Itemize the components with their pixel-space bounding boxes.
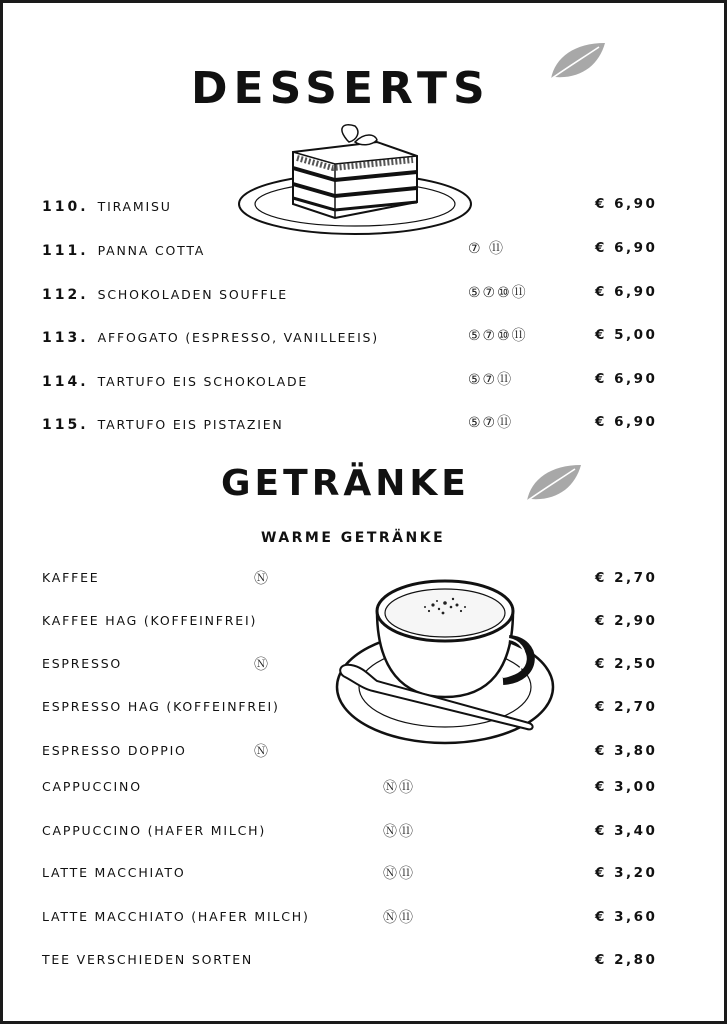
item-price: € 6,90 xyxy=(595,371,658,387)
item-price: € 3,80 xyxy=(595,743,658,759)
item-price: € 6,90 xyxy=(595,196,658,212)
item-number: 112. xyxy=(42,287,89,303)
coffee-cup-illustration xyxy=(333,569,559,747)
desserts-heading: DESSERTS xyxy=(191,63,491,114)
allergen-codes: Ⓝ⑪ xyxy=(383,910,415,926)
drink-name: ESPRESSO HAG (KOFFEINFREI) xyxy=(42,699,280,714)
item-name: TARTUFO EIS PISTAZIEN xyxy=(97,417,284,432)
item-number: 110. xyxy=(42,199,89,215)
item-price: € 6,90 xyxy=(595,414,658,430)
allergen-codes: ⑤⑦⑩⑪ xyxy=(468,328,528,344)
item-price: € 2,70 xyxy=(595,699,658,715)
item-name: AFFOGATO (ESPRESSO, VANILLEEIS) xyxy=(97,330,379,345)
item-price: € 3,20 xyxy=(595,865,658,881)
allergen-codes: ⑤⑦⑪ xyxy=(468,372,514,388)
allergen-codes: Ⓝ⑪ xyxy=(383,780,415,796)
getraenke-heading: GETRÄNKE xyxy=(221,463,470,504)
item-price: € 3,40 xyxy=(595,823,658,839)
item-number: 113. xyxy=(42,330,89,346)
drink-name: CAPPUCCINO xyxy=(42,779,142,794)
drink-name: TEE VERSCHIEDEN SORTEN xyxy=(42,952,254,967)
allergen-codes: ⑦ ⑪ xyxy=(468,241,506,257)
allergen-codes: Ⓝ xyxy=(254,571,270,587)
cake-slice-illustration xyxy=(237,118,473,238)
drink-name: CAPPUCCINO (HAFER MILCH) xyxy=(42,823,267,838)
drink-name: ESPRESSO DOPPIO xyxy=(42,743,187,758)
leaf-icon xyxy=(547,39,609,83)
menu-item xyxy=(42,414,284,433)
allergen-codes: Ⓝ⑪ xyxy=(383,866,415,882)
section-subtitle: WARME GETRÄNKE xyxy=(261,530,446,546)
item-price: € 3,60 xyxy=(595,909,658,925)
item-number: 111. xyxy=(42,243,89,259)
drink-name: KAFFEE HAG (KOFFEINFREI) xyxy=(42,613,258,628)
allergen-codes: ⑤⑦⑩⑪ xyxy=(468,285,528,301)
menu-item xyxy=(42,196,172,215)
item-number: 114. xyxy=(42,374,89,390)
allergen-codes: Ⓝ xyxy=(254,744,270,760)
item-price: € 2,80 xyxy=(595,952,658,968)
drink-name: LATTE MACCHIATO xyxy=(42,865,186,880)
item-name: TIRAMISU xyxy=(97,199,172,214)
leaf-icon xyxy=(523,461,585,505)
item-price: € 6,90 xyxy=(595,240,658,256)
menu-item xyxy=(42,240,205,259)
drink-name: KAFFEE xyxy=(42,570,100,585)
item-price: € 5,00 xyxy=(595,327,658,343)
allergen-codes: Ⓝ xyxy=(254,657,270,673)
drink-name: ESPRESSO xyxy=(42,656,123,671)
menu-item xyxy=(42,371,308,390)
item-price: € 6,90 xyxy=(595,284,658,300)
item-price: € 2,70 xyxy=(595,570,658,586)
drink-name: LATTE MACCHIATO (HAFER MILCH) xyxy=(42,909,310,924)
item-price: € 2,90 xyxy=(595,613,658,629)
item-price: € 3,00 xyxy=(595,779,658,795)
item-price: € 2,50 xyxy=(595,656,658,672)
item-name: TARTUFO EIS SCHOKOLADE xyxy=(97,374,309,389)
allergen-codes: ⑤⑦⑪ xyxy=(468,415,514,431)
item-name: PANNA COTTA xyxy=(97,243,206,258)
menu-item xyxy=(42,327,379,346)
item-number: 115. xyxy=(42,417,89,433)
item-name: SCHOKOLADEN SOUFFLE xyxy=(97,287,288,302)
allergen-codes: Ⓝ⑪ xyxy=(383,824,415,840)
menu-item xyxy=(42,284,288,303)
